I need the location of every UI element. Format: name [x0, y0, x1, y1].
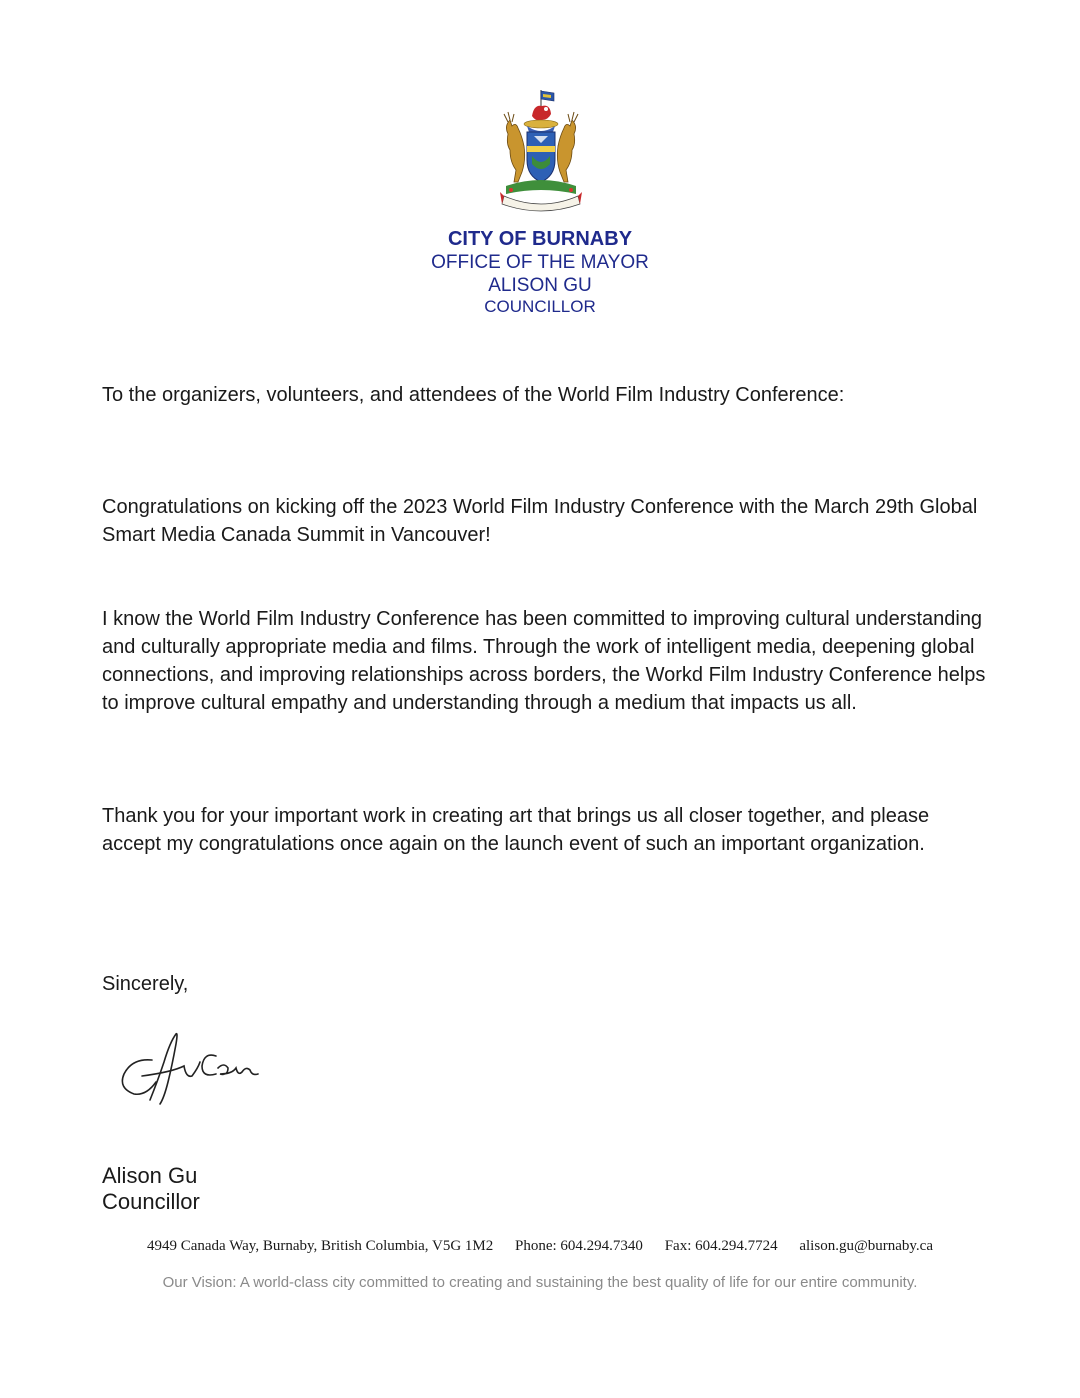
- signer-name: Alison Gu: [102, 1163, 198, 1188]
- letter-paragraph-3: Thank you for your important work in creating art that brings us all closer together, and please accept my congratulations once again on the launch event of such an important organization.: [102, 805, 930, 855]
- letter-paragraph-2: I know the World Film Industry Conference has been committed to improving cultural understanding and culturally appropriate media and films. Through the work of intelligent media, deepening global connections, and improving relationships across borders, the Workd Film Industry Conference helps to improve cultural empathy and understanding through a medium that impacts us all.: [102, 608, 986, 714]
- letterhead-office: OFFICE OF THE MAYOR: [431, 252, 649, 273]
- letter-salutation: To the organizers, volunteers, and attendees of the World Film Industry Conference:: [102, 384, 845, 406]
- letter-paragraph-1: Congratulations on kicking off the 2023 World Film Industry Conference with the March 29th Global Smart Media Canada Summit in Vancouver!: [102, 496, 978, 546]
- footer-address: 4949 Canada Way, Burnaby, British Columbia, V5G 1M2: [146, 1238, 494, 1254]
- coat-of-arms-icon: [496, 86, 586, 216]
- letterhead-role: COUNCILLOR: [484, 297, 596, 316]
- signature-icon: [112, 1022, 282, 1112]
- signer-title: Councillor: [102, 1189, 200, 1214]
- footer-email[interactable]: alison.gu@burnaby.ca: [799, 1238, 933, 1254]
- footer-vision: Our Vision: A world-class city committed to creating and sustaining the best quality of life for our entire community.: [162, 1274, 918, 1291]
- footer-phone: Phone: 604.294.7340: [515, 1238, 643, 1254]
- footer-contact: [0, 1238, 1080, 1255]
- letterhead-city: CITY OF BURNABY: [447, 228, 633, 250]
- footer-fax: Fax: 604.294.7724: [664, 1238, 778, 1254]
- letterhead-name: ALISON GU: [488, 275, 592, 296]
- letter-closing: Sincerely,: [102, 973, 189, 995]
